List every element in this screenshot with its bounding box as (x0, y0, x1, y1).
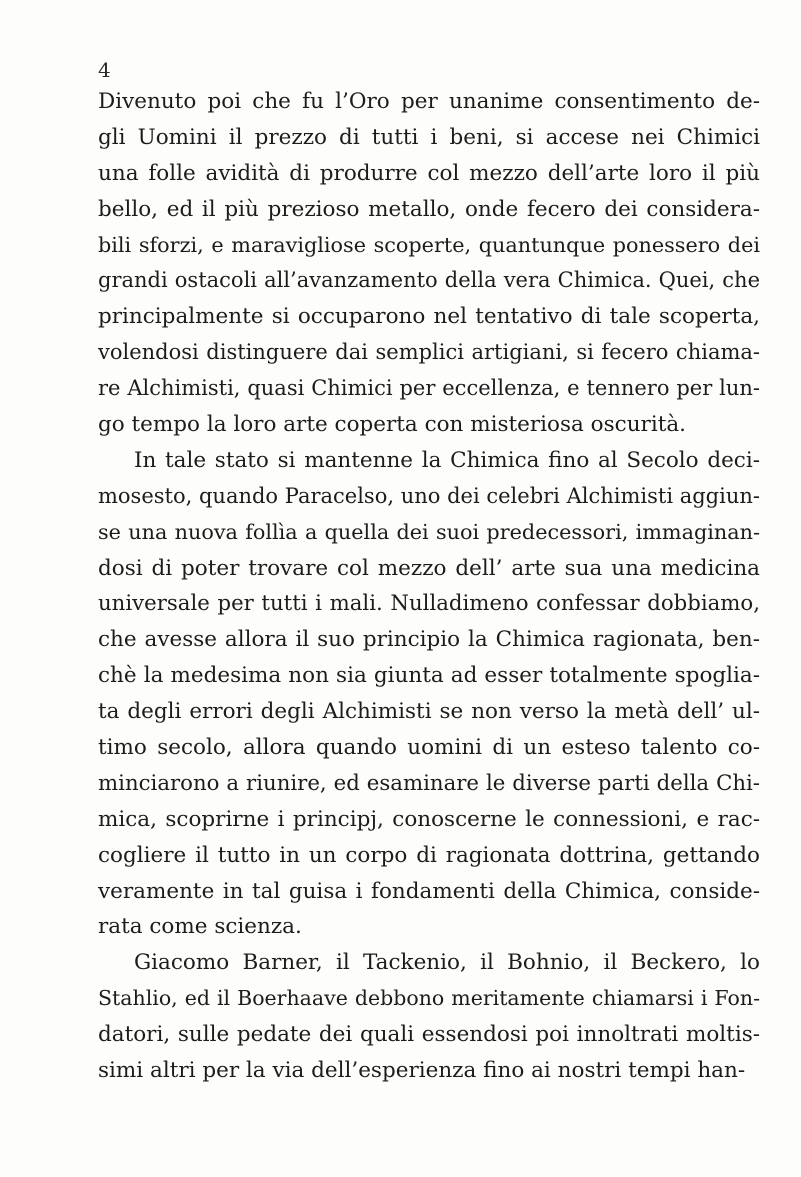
text-line: una folle avidità di produrre col mezzo dell’arte loro il più (98, 160, 760, 186)
text-line: volendosi distinguere dai semplici artigiani, si fecero chiama- (98, 340, 760, 365)
text-line: ta degli errori degli Alchimisti se non verso la metà dell’ ul- (98, 699, 760, 725)
text-line: rata come scienza. (98, 914, 302, 940)
text-line: se una nuova follìa a quella dei suoi predecessori, immaginan- (98, 519, 760, 544)
paragraph (98, 84, 760, 443)
text-line: minciarono a riunire, ed esaminare le diverse parti della Chi- (98, 770, 760, 796)
text-line: simi altri per la via dell’esperienza fino ai nostri tempi han- (98, 1058, 746, 1084)
text-line: universale per tutti i mali. Nulladimeno confessar dobbiamo, (98, 591, 760, 617)
text-line: Stahlio, ed il Boerhaave debbono meritamente chiamarsi i Fon- (98, 986, 760, 1011)
paragraph (98, 443, 760, 945)
text-line: go tempo la loro arte coperta con misteriosa oscurità. (98, 412, 686, 438)
text-line: Divenuto poi che fu l’Oro per unanime consentimento de- (98, 89, 760, 114)
paragraph (98, 945, 760, 1089)
text-line: In tale stato si mantenne la Chimica fino al Secolo deci- (134, 447, 760, 473)
text-line: datori, sulle pedate dei quali essendosi poi innoltrati moltis- (98, 1022, 760, 1048)
text-line: principalmente si occuparono nel tentativo di tale scoperta, (98, 304, 760, 330)
page-number: 4 (98, 58, 111, 82)
text-line: gli Uomini il prezzo di tutti i beni, si accese nei Chimici (98, 124, 760, 150)
text-line: timo secolo, allora quando uomini di un esteso talento co- (98, 735, 760, 761)
text-line: dosi di poter trovare col mezzo dell’ arte sua una medicina (98, 555, 760, 581)
text-line: bello, ed il più prezioso metallo, onde fecero dei considera- (98, 196, 760, 222)
text-line: mica, scoprirne i principj, conoscerne le connessioni, e rac- (98, 806, 760, 832)
text-line: Giacomo Barner, il Tackenio, il Bohnio, il Beckero, lo (134, 950, 760, 976)
text-line: che avesse allora il suo principio la Chimica ragionata, ben- (98, 627, 760, 653)
text-line: re Alchimisti, quasi Chimici per eccellenza, e tennero per lun- (98, 376, 760, 401)
text-line: chè la medesima non sia giunta ad esser totalmente spoglia- (98, 663, 760, 689)
text-line: mosesto, quando Paracelso, uno dei celebri Alchimisti aggiun- (98, 483, 760, 508)
text-line: bili sforzi, e maravigliose scoperte, quantunque ponessero dei (98, 232, 760, 257)
text-line: veramente in tal guisa i fondamenti della Chimica, conside- (98, 878, 760, 904)
body-text (98, 84, 760, 1089)
text-line: grandi ostacoli all’avanzamento della vera Chimica. Quei, che (98, 268, 760, 293)
text-line: cogliere il tutto in un corpo di ragionata dottrina, gettando (98, 842, 760, 868)
